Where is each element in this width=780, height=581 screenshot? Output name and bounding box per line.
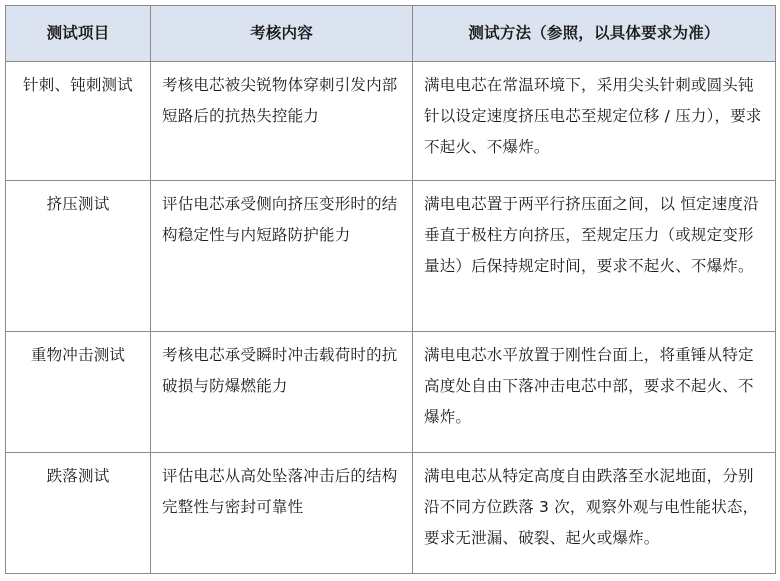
row-test-item: 跌落测试 bbox=[6, 453, 151, 574]
header-assessment-content: 考核内容 bbox=[151, 6, 413, 62]
test-table-container bbox=[5, 5, 775, 576]
test-methods-table bbox=[5, 5, 776, 574]
table-row bbox=[6, 181, 776, 332]
header-test-method: 测试方法（参照，以具体要求为准） bbox=[413, 6, 776, 62]
table-row bbox=[6, 332, 776, 453]
table-row bbox=[6, 62, 776, 181]
row-test-item: 挤压测试 bbox=[6, 181, 151, 332]
row-test-method: 满电电芯从特定高度自由跌落至水泥地面，分别沿不同方位跌落 3 次，观察外观与电性能状态，要求无泄漏、破裂、起火或爆炸。 bbox=[413, 453, 776, 574]
row-test-method: 满电电芯置于两平行挤压面之间，以 恒定速度沿垂直于极柱方向挤压，至规定压力（或规定变形量达）后保持规定时间，要求不起火、不爆炸。 bbox=[413, 181, 776, 332]
row-assessment-content: 评估电芯从高处坠落冲击后的结构完整性与密封可靠性 bbox=[151, 453, 413, 574]
header-test-item: 测试项目 bbox=[6, 6, 151, 62]
row-test-item: 针刺、钝刺测试 bbox=[6, 62, 151, 181]
table-header-row bbox=[6, 6, 776, 62]
row-test-method: 满电电芯在常温环境下，采用尖头针刺或圆头钝针以设定速度挤压电芯至规定位移 / 压力），要求不起火、不爆炸。 bbox=[413, 62, 776, 181]
row-assessment-content: 考核电芯被尖锐物体穿刺引发内部短路后的抗热失控能力 bbox=[151, 62, 413, 181]
row-test-method: 满电电芯水平放置于刚性台面上，将重锤从特定高度处自由下落冲击电芯中部，要求不起火、不爆炸。 bbox=[413, 332, 776, 453]
row-test-item: 重物冲击测试 bbox=[6, 332, 151, 453]
row-assessment-content: 评估电芯承受侧向挤压变形时的结构稳定性与内短路防护能力 bbox=[151, 181, 413, 332]
table-row bbox=[6, 453, 776, 574]
row-assessment-content: 考核电芯承受瞬时冲击载荷时的抗破损与防爆燃能力 bbox=[151, 332, 413, 453]
